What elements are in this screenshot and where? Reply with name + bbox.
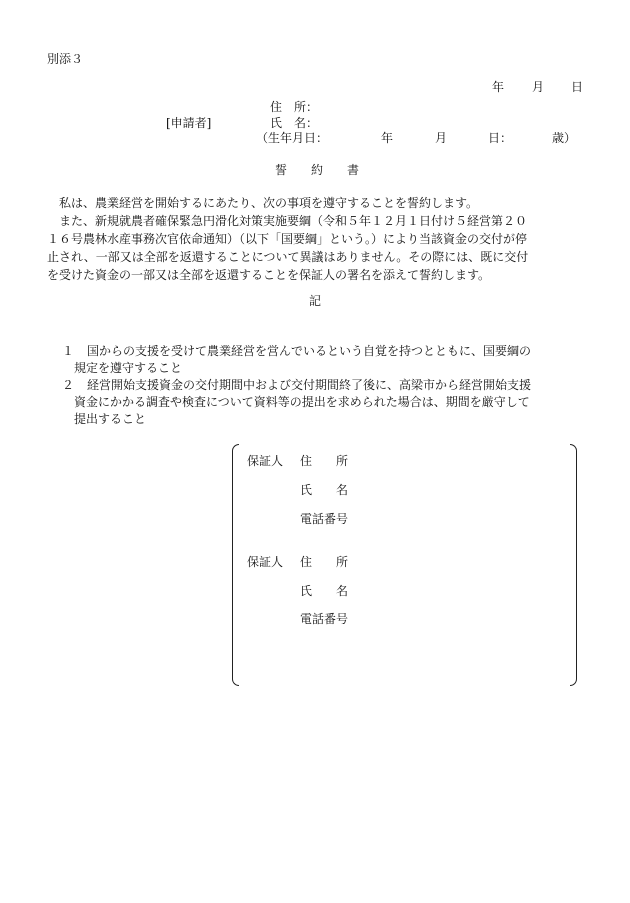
item-text: 国からの支援を受けて農業経営を営んでいるという自覚を持つとともに、国要綱の xyxy=(87,344,532,358)
date-month: 月 xyxy=(532,80,545,94)
guarantor-1-address-label: 住 所 xyxy=(300,454,349,468)
birth-year: 年 xyxy=(381,131,394,145)
item-text: 規定を遵守すること xyxy=(74,361,183,375)
guarantor-1-phone-label: 電話番号 xyxy=(300,512,349,526)
document-title: 誓 約 書 xyxy=(275,163,360,177)
birth-age: 歳） xyxy=(552,131,577,145)
guarantor-2-address-label: 住 所 xyxy=(300,555,349,569)
date-year: 年 xyxy=(492,80,505,94)
birth-month: 月 xyxy=(435,131,448,145)
guarantor-2-phone-label: 電話番号 xyxy=(300,612,349,626)
body-line: を受けた資金の一部又は全部を返還することを保証人の署名を添えて誓約します。 xyxy=(47,268,491,282)
item-text: 資金にかかる調査や検査について資料等の提出を求められた場合は、期間を厳守して xyxy=(74,395,530,409)
item-text: 提出すること xyxy=(74,412,147,426)
attachment-label: 別添３ xyxy=(47,52,84,66)
body-line: １６号農林水産事務次官依命通知）（以下「国要綱」という。）により当該資金の交付が停 xyxy=(47,232,528,246)
guarantor-1-name-label: 氏 名 xyxy=(300,483,349,497)
body-line: また、新規就農者確保緊急円滑化対策実施要綱（令和５年１２月１日付け５経営第２０ xyxy=(59,214,528,228)
left-bracket xyxy=(232,444,239,686)
date-day: 日 xyxy=(571,80,584,94)
ki-heading: 記 xyxy=(309,294,322,308)
item-text: 経営開始支援資金の交付期間中および交付期間終了後に、高梁市から経営開始支援 xyxy=(87,378,532,392)
pledge-body xyxy=(47,194,587,284)
birth-date-label: （生年月日： xyxy=(256,131,329,145)
applicant-label: [申請者] xyxy=(166,116,212,130)
applicant-name-label: 氏 名： xyxy=(270,116,319,130)
birth-day: 日： xyxy=(488,131,513,145)
item-list xyxy=(62,343,592,428)
item-number: １ xyxy=(62,344,75,358)
list-item xyxy=(62,343,592,377)
body-line: 私は、農業経営を開始するにあたり、次の事項を遵守することを誓約します。 xyxy=(59,196,479,210)
guarantor-2-label: 保証人 xyxy=(247,555,284,569)
guarantor-1-label: 保証人 xyxy=(247,454,284,468)
applicant-address-label: 住 所： xyxy=(270,100,319,114)
body-line: 止され、一部又は全部を返還することについて異議はありません。その際には、既に交付 xyxy=(47,250,529,264)
right-bracket xyxy=(570,444,577,686)
guarantor-2-name-label: 氏 名 xyxy=(300,584,349,598)
item-number: ２ xyxy=(62,378,75,392)
list-item xyxy=(62,377,592,428)
